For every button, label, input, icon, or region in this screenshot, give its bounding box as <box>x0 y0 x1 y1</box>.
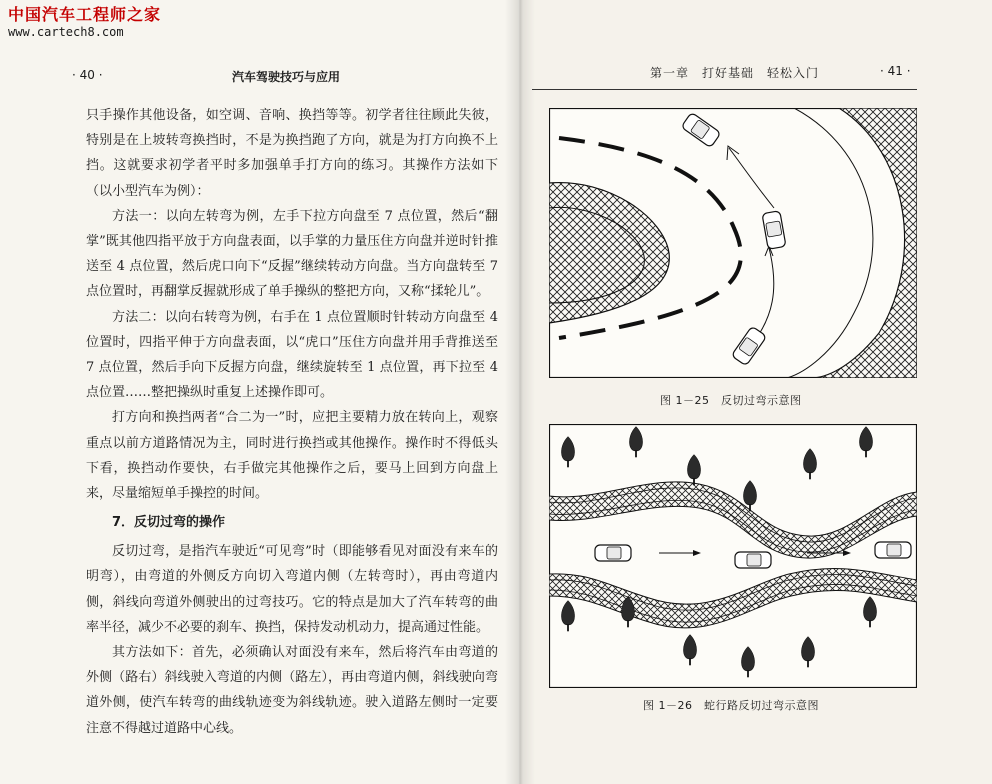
figure-1-26-caption: 图 1－26 蛇行路反切过弯示意图 <box>643 699 819 712</box>
paragraph: 反切过弯，是指汽车驶近“可见弯”时（即能够看见对面没有来车的明弯），由弯道的外侧反方向切入弯道内侧（左转弯时），再由弯道内侧，斜线向弯道外侧驶出的过弯技巧。它的特点是加大了汽车转弯的曲率半径，减少不必要的刹车、换挡，保持发动机动力，提高通过性能。 <box>86 544 498 635</box>
car-left <box>595 545 631 561</box>
right-page-number: · 41 · <box>880 64 911 78</box>
watermark-title: 中国汽车工程师之家 <box>8 5 162 24</box>
car-center <box>735 552 771 568</box>
figure-1-26 <box>549 424 917 688</box>
paragraph: 只手操作其他设备，如空调、音响、换挡等等。初学者往往顾此失彼，特别是在上坡转弯换挡时，不是为换挡跑了方向，就是为打方向换不上挡。这就要求初学者平时多加强单手打方向的练习。其操作方法如下（以小型汽车为例）： <box>86 108 498 199</box>
left-page-number: · 40 · <box>72 68 103 82</box>
paragraph: 方法二：以向右转弯为例，右手在 1 点位置顺时针转动方向盘至 4 位置时，四指平伸于方向盘表面，以“虎口”压住方向盘并用手背推送至 7 点位置，然后手向下反握方向盘，继续旋转至 1 点位置，再下拉至 4 点位置……整把操纵时重复上述操作即可。 <box>86 309 498 401</box>
paragraph: 方法一：以向左转弯为例，左手下拉方向盘至 7 点位置，然后“翻掌”既其他四指平放于方向盘表面，以手掌的力量压住方向盘并逆时针推送至 4 点位置，然后虎口向下“反握”继续转动方向盘。当方向盘转至 7 点位置时，再翻掌反握就形成了单手操纵的整把方向，又称“揉轮儿”。 <box>86 208 498 300</box>
right-chapter-header: 第一章 打好基础 轻松入门 <box>650 66 820 80</box>
left-running-title: 汽车驾驶技巧与应用 <box>232 70 341 84</box>
figure-1-25 <box>549 108 917 378</box>
section-heading: 7．反切过弯的操作 <box>112 515 226 531</box>
paragraph: 其方法如下：首先，必须确认对面没有来车，然后将汽车由弯道的外侧（路右）斜线驶入弯道的内侧（路左），再由弯道内侧，斜线驶向弯道外侧，使汽车转弯的曲线轨迹变为斜线轨迹。驶入道路左侧时一定要注意不得越过道路中心线。 <box>86 645 498 736</box>
header-rule <box>532 89 917 90</box>
car-right <box>875 542 911 558</box>
book-gutter <box>505 0 535 784</box>
watermark-url: www.cartech8.com <box>8 25 124 40</box>
paragraph: 打方向和换挡两者“合二为一”时，应把主要精力放在转向上，观察重点以前方道路情况为主，同时进行换挡或其他操作。操作时不得低头下看，换挡动作要快，右手做完其他操作之后，要马上回到方向盘上来，尽量缩短单手操控的时间。 <box>86 410 498 502</box>
watermark <box>8 6 161 40</box>
left-body-text <box>86 103 498 741</box>
figure-1-25-caption: 图 1－25 反切过弯示意图 <box>660 394 802 407</box>
